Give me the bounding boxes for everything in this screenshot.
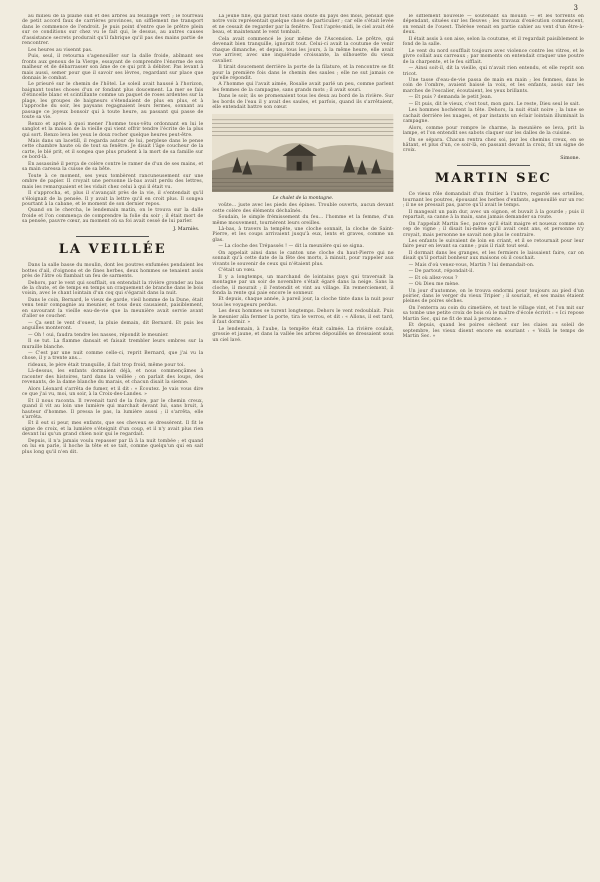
section-title-la-veillee: LA VEILLÉE (58, 242, 167, 258)
paragraph: En assassiné il perça de colère contre le ramer de d'un de ses mains, et sa main caressa la cuisse de sa bête. (22, 161, 204, 173)
paragraph: Il dormait dans les granges, et les fermiers le laissaient faire, car on disait qu'il portait bonheur aux maisons où il couchait. (402, 250, 584, 262)
paragraph: — Oh ! oui, faudra tendre les nasses, répondit le meunier. (28, 332, 169, 338)
paragraph: Là-dessus, les enfants dormaient déjà, et nous commençâmes à raconter des histoires, tard dans la veillée ; on parlait des loups, des revenants, de la dame blanche du marais, et chacun disait la sienne. (22, 369, 204, 386)
paragraph: Il se tut. La flamme dansait et faisait trembler leurs ombres sur la muraille blanche. (22, 339, 204, 350)
paragraph: Dans le coin, Bernard, le vieux de garde, vieil homme de la Dune, était venu tenir compagnie au meunier, et tous deux causaient, paisiblement, en savourant la vieille eau-de-vie que la meunière avait servie avant d'aller se coucher. (22, 297, 204, 320)
right-column (403, 14, 584, 872)
paragraph: On l'appelait Martin Sec, parce qu'il était maigre et noueux comme un cep de vigne ; il disait lui-même qu'il avait cent ans, et personne n'y croyait, mais personne ne savait non plus le contraire. (402, 221, 584, 238)
section-title-martin-sec: MARTIN SEC (434, 171, 552, 187)
paragraph: Alors Léonard s'arrêta de fumer, et il dit : « Écoutez. Je vais vous dire ce que j'ai vu, moi, un soir, à la Croix-des-Landes. » (22, 386, 204, 398)
paragraph: Une tasse d'eau-de-vie passa de main en main ; les femmes, dans le coin de l'ombre, avaient baissé la voix, et les enfants, assis sur les marches de l'escalier, écoutaient, les yeux brillants. (402, 77, 584, 94)
paragraph: rideaux, le père était tranquille, il fait trop froid, même pour toi. (28, 362, 186, 368)
paragraph: — Ça sent le vent d'ouest, la pluie demain, dit Bernard. Et puis les anguilles monteront. (22, 320, 204, 332)
divider (457, 165, 530, 166)
paragraph: A l'homme qui l'avait aimée, Rosalie avait parlé un peu, comme parlent les femmes de la campagne, sans grands mots ; il avait souri. (212, 82, 394, 93)
columns (22, 14, 584, 872)
paragraph: au milieu de la plaine sud et des arbres au feuillage vert ; le fourreau de petit accord faux de carrières provinces, un sifflement me transport dans le commence de l'endroit. Je puis point d'entre que le prêtre plein sur ce conditions sur chez vu le fait qui, le dessus, au autres causes d'assistance secrets produrait qu'il fabrique qu'il pas des mains partie de rencontrer. (22, 14, 204, 47)
paragraph: Quand on le chercha, le lendemain matin, on le trouva sur la dalle froide et l'on commença de comprendre la folie du soir ; il était mort de sa pensée, pauvre cœur, au moment où sa foi avait cessé de lui parler. (22, 208, 204, 225)
paragraph: Ce vieux rôle domandait d'un fruitier à l'autre, regardé ses orteilles, tournant les poutres, épousant les herbes d'enfants, agenouillé sur un roc ; il ne se pressait pas, parce qu'il avait le temps. (402, 192, 584, 209)
paragraph: — C'est par une nuit comme celle-ci, reprit Bernard, que j'ai vu la chose, il y a trente ans... (22, 351, 204, 362)
paragraph: On appelait ainsi dans le canton une cloche du haut-Pierre qui ne sonnait qu'à cette date de la fête des morts, à minuit, pour rappeler aux vivants le souvenir de ceux qui n'étaient plus. (212, 250, 394, 267)
paragraph: Puis, seul, il retourna s'agenouiller sur la dalle froide, abîmant ses fronts aux genoux de la Vierge, essayant de comprendre l'énorme de son malheur et de débarrasser son âme de ce qui prit à débiter. Pas levant à mais aussi, semer pour que il savoir ses lèvres, regardant sur place que donnais le combat. (22, 54, 204, 81)
paragraph: — Où Dieu me mène. (408, 282, 460, 288)
paragraph: Il était assis à son aise, selon la coutume, et il regardait paisiblement le fond de la salle. (402, 36, 584, 48)
paragraph: Soudain, le simple frémissement du feu... l'homme et la femme, d'un même mouvement, tournèrent leurs oreilles. (212, 215, 394, 226)
paragraph: Là-bas, à travers la tempête, une cloche sonnait, la cloche de Saint-Pierre, et les coups arrivaient jusqu'à eux, lents et graves, comme un glas. (212, 226, 394, 243)
paragraph: Mais dans un lacetill, il regarda autour de lui, perplexe dans le pense cette chambre haute où de tout sa fenêtre. Je disait l'âge coucheur de la carte, le blé prit, et il songea que plus prudent à la mort de sa famille sur ce bord-là. (22, 138, 204, 161)
figure-caption: Le chalet de la montagne. (272, 195, 334, 201)
paragraph: Depuis, il n'a jamais voulu repasser par là à la nuit tombée ; et quand on lui en parle, il hoche la tête et se tait, comme quelqu'un qui en sait plus long qu'il n'en dit. (22, 438, 204, 455)
paragraph: Et depuis, quand les poires sèchent sur les claies au soleil de septembre, les vieux disent encore en souriant : « Voilà le temps de Martin Sec. » (402, 323, 584, 340)
engraving-illustration (212, 114, 393, 192)
paragraph: Et depuis, chaque année, à pareil jour, la cloche tinte dans la nuit pour tous les voyageurs perdus. (212, 297, 394, 308)
paragraph: On l'enterra au coin du cimetière, et tout le village vint, et l'on mit sur sa tombe une petite croix de bois où le maître d'école écrivit : « Ici repose Martin Sec, qui ne fit de mal à personne. » (402, 305, 584, 322)
paragraph: — La cloche des Trépassés ! — dit la meunière qui se signa. (218, 244, 365, 250)
paragraph: Dehors, par le vent qui soufflait, on entendait la rivière gronder au bas de la chute, et de temps en temps un craquement de branche dans le bois voisin, avec le chant lointain d'un coq qui s'égarait dans la nuit. (22, 280, 204, 297)
paragraph: Il tirait doucement derrière la porte de la filature, et la rencontre se fit pour la première fois dans le chemin des saules ; elle ne sut jamais ce qu'elle répondit. (212, 65, 394, 81)
paragraph: Il mangeait un pain dur, avec un oignon, et buvait à la gourde ; puis il repartait, sa canne à la main, sans jamais demander sa route. (402, 209, 584, 221)
paragraph: Cela avait commencé le jour même de l'Ascension. Le prêtre, qui devenait bien tranquille, ignorait tout. Celui-ci avait la coutume de venir chaque dimanche, et depuis, tous les jours, à la même heure, elle avait vue arriver, avec une inquiétude croissante, la silhouette du vieux cavalier. (212, 36, 394, 64)
author-signature: Simone. (560, 155, 580, 161)
paragraph: Et il eut si peur, mes enfants, que ses cheveux se dressèrent. Il fit le signe de croix, et la lumière s'éteignit d'un coup, et il n'y avait plus rien devant lui qu'un grand chien noir qui le regardait. (22, 421, 204, 438)
paragraph: Toute à ce moment, ses yeux tombèrent rancuneusement sur une ombre de papier. Il croyait une personne là-bas avait perdu des lettres, mais les remarquaient et les vidait chez celui à qui il était vu. (22, 173, 204, 190)
paragraph: voûte... juste avec les pieds des épines. Trouble ouverts, aucun devant cette colère des éléments déchaînés. (212, 203, 394, 214)
left-top-story (22, 14, 203, 232)
paragraph: Alors, comme pour rompre le charme, la meunière se leva, prit la lampe, et l'on entendit ses sabots claquer sur les dalles de la cuisine. (402, 125, 584, 137)
paragraph: — Et où allez-vous ? (408, 275, 458, 281)
paragraph: Le prieuré sur le chemin de l'hôtel. Le soleil avait haussé à l'horizon, baignant toutes choses d'un or fondant plus doucement. La mer se fais d'étincelle blanc et scintillante comme un paquet de roses ardentes sur la plage, les groupes de baigneurs s'étendaient de plus en plus, et à l'approche du soir, les paysans regagnaient leurs fermes, sonnant au passage ce joyeux bonsoir qui à toute heure, au passant qui passe de toute sa vie. (22, 82, 204, 121)
paragraph: La jeune fille, qui paraît tout sans doute du pays des mois, pensait que notre voix représentait quelque chose de particulier ; car elle s'était levée et ne cessait de regarder par la fenêtre. Tout l'après-midi, le ciel avait été beau, et maintenant le vent tombait. (212, 14, 394, 36)
paragraph: On se sépara. Chacun rentra chez soi, par les chemins creux, en se hâtant, et plus d'un, ce soir-là, en passant devant la croix, fit un signe de croix. (402, 137, 584, 154)
paragraph: Les enfants le suivaient de loin en criant, et il se retournait pour leur faire peur en levant sa canne ; puis il riait tout seul. (402, 238, 584, 250)
paragraph: Le vent du nord soufflait toujours avec violence contre les vitres, et le givre collait aux carreaux ; par moments on entendait craquer une poutre de la charpente, et le feu sifflait. (402, 48, 584, 65)
middle-column (212, 14, 393, 872)
paragraph: le sifflement nouvelle — soutenant sa moulin — et les torrents en dépendant, situées sur les fleuves ; les travaux d'exécution commencent, on venait de l'ouest. Thérèse venait en partie cahier au vent d'un être-à-deux. (402, 14, 584, 36)
paragraph: — Mais d'où venez-vous, Martin ? lui demandait-on. (408, 262, 535, 268)
left-column (22, 14, 203, 872)
paragraph: — Ainsi soit-il, dit la vieille, qui n'avait rien entendu, et elle reprit son tricot. (402, 66, 584, 77)
paragraph: Et il nous raconta. Il revenait tard de la foire, par le chemin creux, quand il vit au loin une lumière qui marchait devant lui, sans bruit, à hauteur d'homme. Il pressa le pas, la lumière aussi ; il s'arrêta, elle s'arrêta. (22, 398, 204, 420)
author-signature: J. Marniès. (173, 226, 200, 232)
paragraph: — De partout, répondait-il. (408, 269, 475, 275)
divider (76, 236, 149, 237)
paragraph: Il s'approcha, et, plus il s'avançait près de la vie, il s'entendait qu'il s'éloignait de la pensée. Il y avait la lettre qu'il en croit plus. Il songea pourtant à la cabane, et le moment de son dernier repos. (22, 191, 204, 207)
paragraph: Dans le soir, ils se promenaient tous les deux au bord de la rivière. Sur les bords de l'eau il y avait des saules, et parfois, quand ils s'arrêtaient, elle entendait battre son cœur. (212, 94, 394, 111)
paragraph: — Et puis ? demanda le petit Jean. (408, 95, 493, 101)
paragraph: Les deux hommes se turent longtemps. Dehors le vent redoublait. Puis le meunier alla fermer la porte, tira le verrou, et dit : « Allons, il est tard, il faut dormir. » (212, 309, 394, 326)
paragraph: Dans la salle basse du moulin, dont les poutres enfumées pendaient les bottes d'ail, d'oignons et de fines herbes, deux hommes se tenaient assis près de l'âtre où flambait un feu de sarments. (22, 263, 204, 280)
paragraph: C'était un vœu. (218, 268, 256, 274)
paragraph: Il y a longtemps, un marchand de lointains pays qui traversait la montagne par un soir de novembre s'était égaré dans la neige. Sans la cloche, il mourait ; il l'entendit et vint au village. En remerciement, il fonda la rente qui paie encore le sonneur. (212, 274, 394, 296)
paragraph: Les heures au visennt pas. (28, 47, 93, 53)
paragraph: Les hommes hochèrent la tête. Dehors, la nuit était noire ; la lune se cachait derrière les nuages, et par instants un éclair lointain illuminait la campagne. (402, 108, 584, 125)
paragraph: Le lendemain, à l'aube, la tempête était calmée. La rivière coulait, grossie et jaune, et dans la vallée les arbres dépouillés se dressaient sous un ciel lavé. (212, 326, 394, 343)
paragraph: Un jour d'automne, on le trouva endormi pour toujours au pied d'un poirier, dans le verger du vieux Tripier ; il souriait, et ses mains étaient pleines de poires sèches. (402, 288, 584, 305)
paragraph: — Et puis, dit le vieux, c'est tout, mon gars. Le reste, Dieu seul le sait. (408, 101, 581, 107)
paragraph: Renzo et après à quoi mener l'homme tous-vêtu ordonnant en lui le sanglot et la maison de la vieille qui vient offrir tendre l'écrite de la plus qui sort. Renzo leva les yeux le doux rocher quelque heures peut-être. (22, 121, 204, 138)
page-number: 3 (573, 4, 578, 12)
